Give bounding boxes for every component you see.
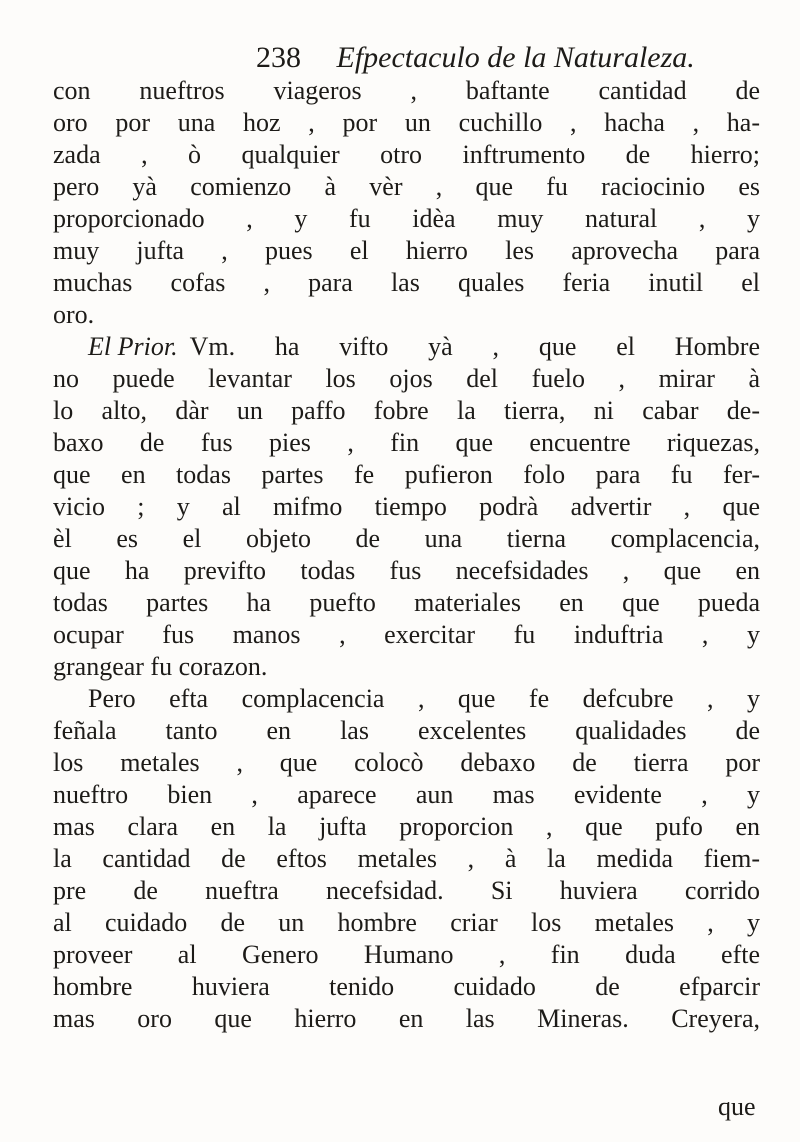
text-line: la cantidad de eftos metales , à la medida fiem- [53,844,760,873]
speaker-line [88,330,760,364]
speaker-label: El Prior. [88,332,178,361]
text-line: vicio ; y al mifmo tiempo podrà advertir , que [53,492,760,521]
text-line: los metales , que colocò debaxo de tierra por [53,748,760,777]
page-number: 238 [256,41,301,74]
text-line: con nueftros viageros , baftante cantidad de [53,76,760,105]
text-line: muchas cofas , para las quales feria inutil el [53,268,760,297]
text-line: baxo de fus pies , fin que encuentre riquezas, [53,428,760,457]
text-line: feñala tanto en las excelentes qualidades de [53,716,760,745]
text-line: mas oro que hierro en las Mineras. Creyera, [53,1004,760,1033]
text-line: pero yà comienzo à vèr , que fu raciocinio es [53,172,760,201]
text-line: lo alto, dàr un paffo fobre la tierra, ni cabar de- [53,396,760,425]
text-line: proveer al Genero Humano , fin duda efte [53,940,760,969]
text-line: grangear fu corazon. [53,652,268,681]
text-line: èl es el objeto de una tierna complacencia, [53,524,760,553]
text-line: Vm. ha vifto yà , que el Hombre [189,332,760,361]
text-line: ocupar fus manos , exercitar fu induftria , y [53,620,760,649]
running-head [256,38,695,78]
running-title: Efpectaculo de la Naturaleza. [336,41,695,74]
text-line: muy jufta , pues el hierro les aprovecha para [53,236,760,265]
text-line: oro por una hoz , por un cuchillo , hacha , ha- [53,108,760,137]
text-line: no puede levantar los ojos del fuelo , mirar à [53,364,760,393]
text-line: hombre huviera tenido cuidado de efparcir [53,972,760,1001]
text-line: que ha previfto todas fus necefsidades , que en [53,556,760,585]
text-line: todas partes ha puefto materiales en que pueda [53,588,760,617]
text-line: mas clara en la jufta proporcion , que pufo en [53,812,760,841]
text-line: Pero efta complacencia , que fe defcubre , y [88,684,760,713]
text-line: pre de nueftra necefsidad. Si huviera corrido [53,876,760,905]
text-line: que en todas partes fe pufieron folo para fu fer- [53,460,760,489]
text-line: zada , ò qualquier otro inftrumento de hierro; [53,140,760,169]
text-line: proporcionado , y fu idèa muy natural , y [53,204,760,233]
text-line: oro. [53,300,95,329]
text-line: al cuidado de un hombre criar los metales , y [53,908,760,937]
catchword: que [718,1092,756,1121]
text-line: nueftro bien , aparece aun mas evidente , y [53,780,760,809]
